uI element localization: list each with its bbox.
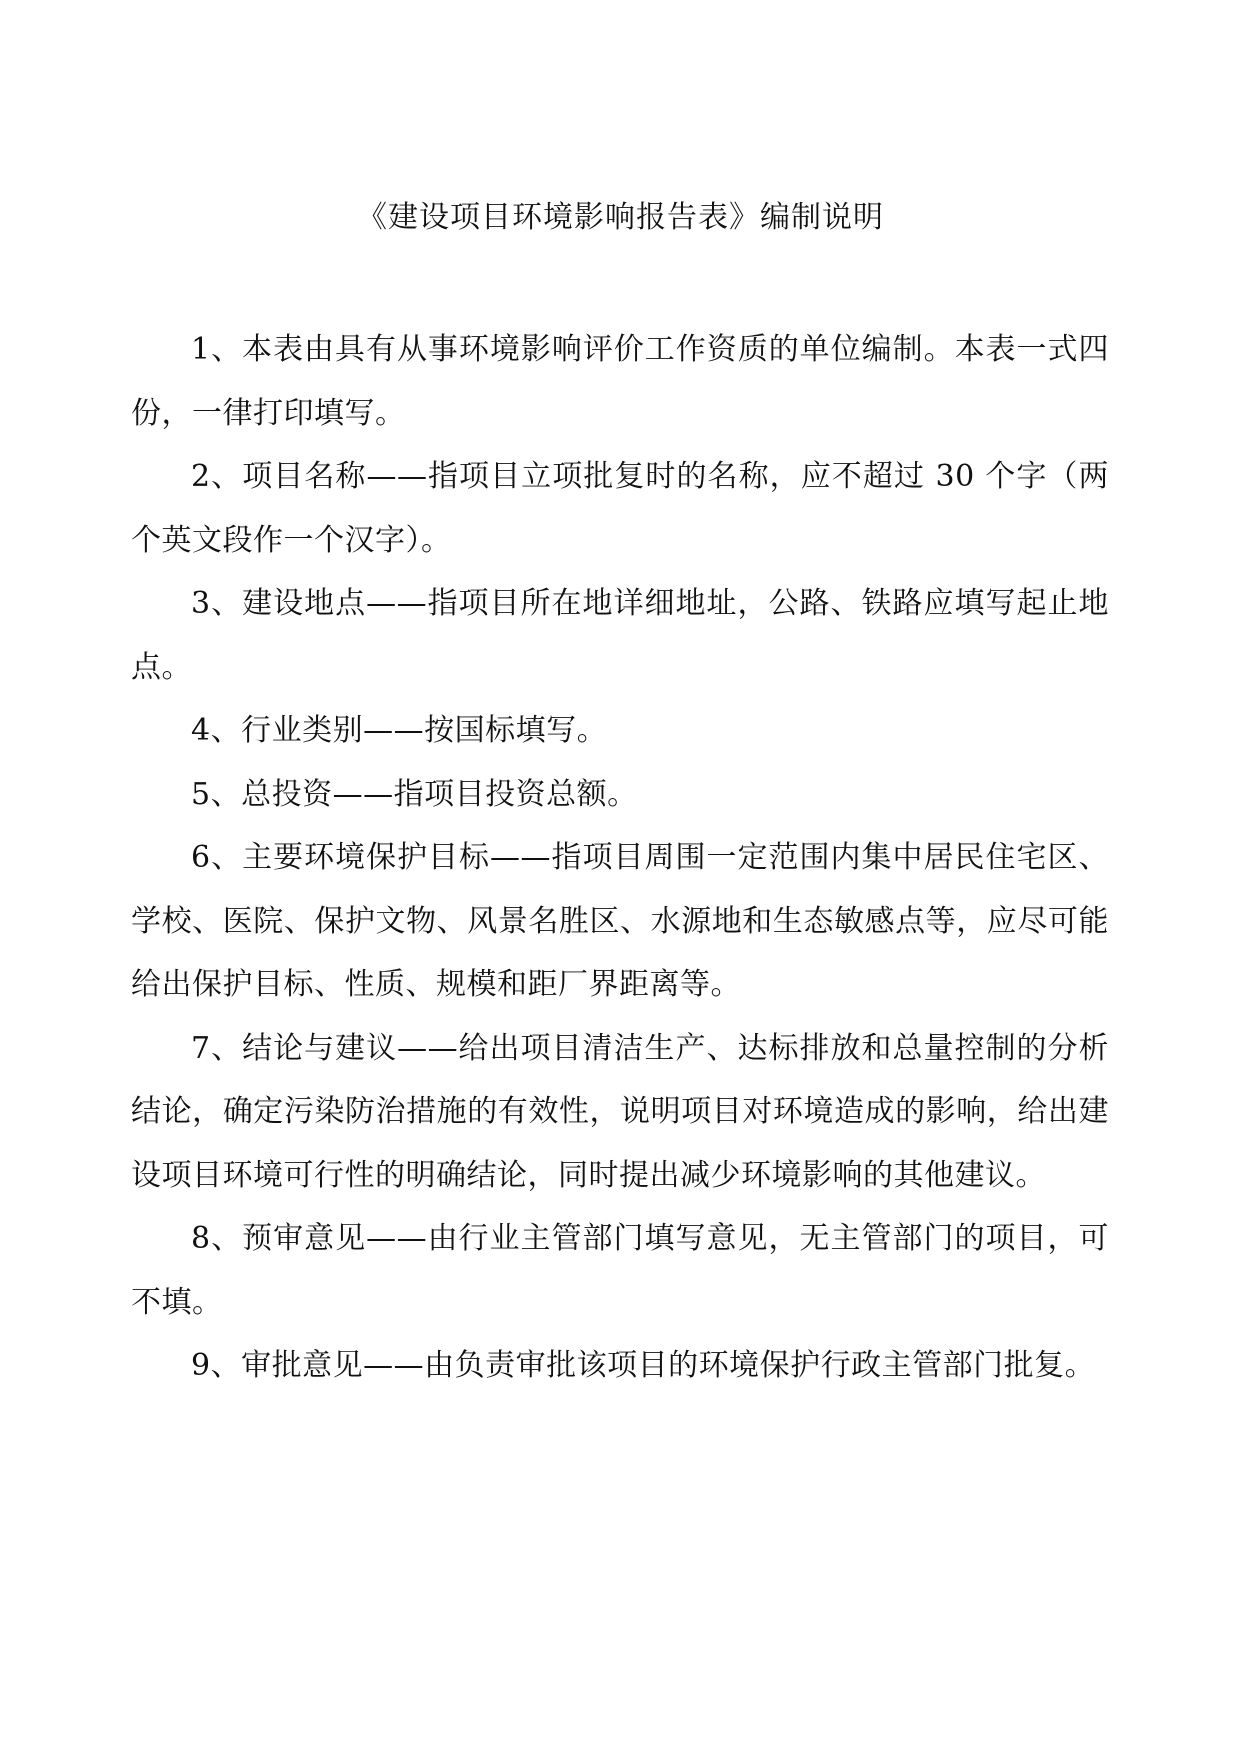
- instruction-5-total-investment: 5、总投资——指项目投资总额。: [191, 776, 638, 812]
- instruction-8-preliminary-review: 8、预审意见——由行业主管部门填写意见，无主管部门的项目，可不填。: [131, 1221, 1109, 1320]
- instruction-1-project-copies: 1、本表由具有从事环境影响评价工作资质的单位编制。本表一式四份，一律打印填写。: [131, 332, 1109, 431]
- instruction-2-project-name: 2、项目名称——指项目立项批复时的名称，应不超过 30 个字（两个英文段作一个汉字）。: [131, 459, 1109, 558]
- instruction-7-conclusions: 7、结论与建议——给出项目清洁生产、达标排放和总量控制的分析结论，确定污染防治措施的有效性，说明项目对环境造成的影响，给出建设项目环境可行性的明确结论，同时提出减少环境影响的其他建议。: [131, 1030, 1109, 1193]
- instruction-9-approval-opinion: 9、审批意见——由负责审批该项目的环境保护行政主管部门批复。: [191, 1348, 1096, 1383]
- instruction-6-protection-targets: 6、主要环境保护目标——指项目周围一定范围内集中居民住宅区、学校、医院、保护文物、风景名胜区、水源地和生态敏感点等，应尽可能给出保护目标、性质、规模和距厂界距离等。: [131, 840, 1109, 1002]
- document-title: 《建设项目环境影响报告表》编制说明: [357, 200, 884, 235]
- instruction-3-construction-site: 3、建设地点——指项目所在地详细地址，公路、铁路应填写起止地点。: [131, 586, 1109, 685]
- document-body: [131, 318, 1109, 1398]
- instruction-4-industry-category: 4、行业类别——按国标填写。: [191, 713, 608, 748]
